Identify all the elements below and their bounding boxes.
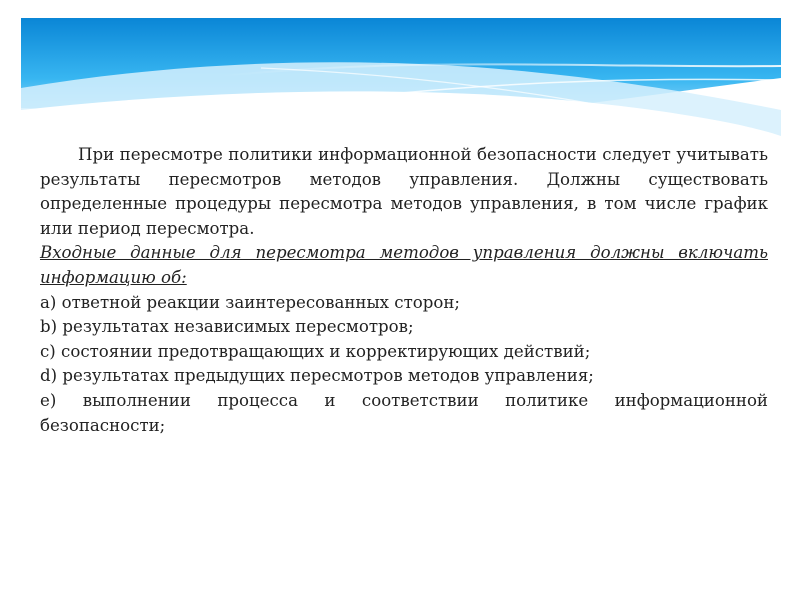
header-wave-banner bbox=[21, 18, 781, 138]
list-item-b: b) результатах независимых пересмотров; bbox=[40, 317, 414, 337]
list-item-d: d) результатах предыдущих пересмотров методов управления; bbox=[40, 366, 594, 386]
list-item-c: c) состоянии предотвращающих и корректирующих действий; bbox=[40, 341, 591, 361]
list-item-a: a) ответной реакции заинтересованных сторон; bbox=[40, 292, 461, 312]
intro-paragraph: При пересмотре политики информационной безопасности следует учитывать результаты пересмотров методов управления. Должны существовать определенные процедуры пересмотра методов управления, в том числе график или период пересмотра. bbox=[40, 145, 768, 238]
list-item-e: e) выполнении процесса и соответствии политике информационной безопасности; bbox=[40, 390, 768, 435]
slide-body bbox=[40, 143, 768, 438]
inputs-heading: Входные данные для пересмотра методов управления должны включать информацию об: bbox=[40, 243, 768, 287]
